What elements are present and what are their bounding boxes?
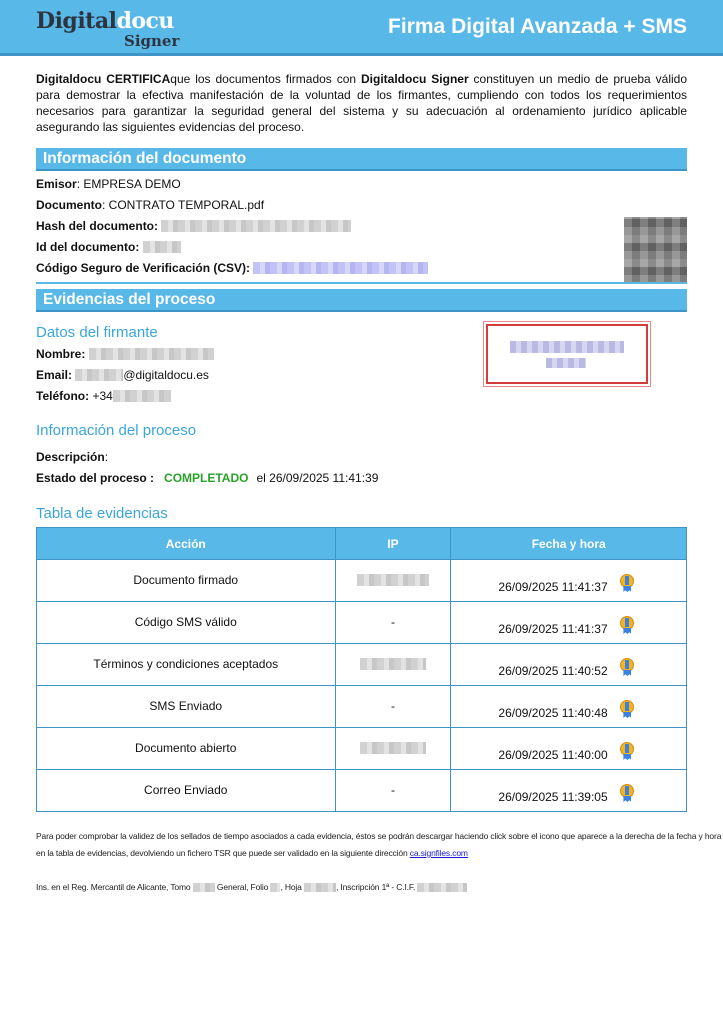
cif-redacted <box>417 883 467 892</box>
digitaldocu-signer-logo <box>36 8 196 52</box>
nombre-field <box>36 347 214 363</box>
cell-accion: SMS Enviado <box>37 686 336 728</box>
signfiles-link[interactable]: ca.signfiles.com <box>409 848 468 858</box>
telefono-label: Teléfono: <box>36 389 90 403</box>
registry-text: , Hoja <box>280 882 304 892</box>
cell-fecha <box>451 602 687 644</box>
table-row <box>37 560 687 602</box>
hash-label: Hash del documento: <box>36 219 159 233</box>
logo-text-signer: Signer <box>124 32 180 50</box>
email-domain: @digitaldocu.es <box>123 368 209 382</box>
logo-text-digital: Digital <box>36 8 117 34</box>
hoja-redacted <box>304 883 336 892</box>
table-row <box>37 644 687 686</box>
process-info-heading: Información del proceso <box>36 422 197 439</box>
nombre-label: Nombre: <box>36 347 86 361</box>
folio-redacted <box>270 883 280 892</box>
stamp-text-redacted <box>510 341 624 353</box>
cell-accion: Documento firmado <box>37 560 336 602</box>
nombre-value-redacted <box>89 348 214 360</box>
email-label: Email: <box>36 368 73 382</box>
documento-value: CONTRATO TEMPORAL.pdf <box>108 198 265 212</box>
column-header-accion: Acción <box>37 528 336 560</box>
section-evidence: Evidencias del proceso <box>36 289 687 312</box>
cell-fecha <box>451 644 687 686</box>
cell-ip: - <box>335 770 451 812</box>
note-line-2-text: en la tabla de evidencias, devolviendo un fichero TSR que puede ser validado en la siguiente dirección <box>36 848 410 858</box>
signer-data-heading: Datos del firmante <box>36 324 158 341</box>
registry-text: General, Folio <box>214 882 271 892</box>
evidence-table-heading: Tabla de evidencias <box>36 505 168 522</box>
logo-text-docu: docu <box>116 8 174 34</box>
emisor-label: Emisor <box>36 177 77 191</box>
ip-redacted <box>360 742 426 754</box>
cell-fecha <box>451 560 687 602</box>
table-row <box>37 602 687 644</box>
timestamp-seal-download-icon[interactable] <box>620 700 634 718</box>
ip-redacted <box>357 574 429 586</box>
note-line-2 <box>36 845 721 862</box>
documento-label: Documento <box>36 198 102 212</box>
note-line-1: Para poder comprobar la validez de los sellados de tiempo asociados a cada evidencia, éstos se podrán descargar haciendo click sobre el icono que aparece a la derecha de la fecha y hora <box>36 831 722 841</box>
descripcion-field: Descripción: <box>36 450 109 464</box>
cell-ip: - <box>335 686 451 728</box>
status-badge: COMPLETADO <box>164 471 249 485</box>
timestamp: 26/09/2025 11:40:00 <box>498 748 608 762</box>
section-divider <box>36 282 687 284</box>
cell-fecha <box>451 728 687 770</box>
hash-value-redacted <box>161 220 351 232</box>
column-header-ip: IP <box>335 528 451 560</box>
telefono-prefix: +34 <box>92 389 113 403</box>
cell-ip <box>335 644 451 686</box>
timestamp-seal-download-icon[interactable] <box>620 616 634 634</box>
timestamp-seal-download-icon[interactable] <box>620 742 634 760</box>
signature-stamp <box>486 324 648 384</box>
registry-text: Ins. en el Reg. Mercantil de Alicante, Tomo <box>36 882 193 892</box>
timestamp: 26/09/2025 11:41:37 <box>498 622 608 636</box>
estado-label: Estado del proceso : <box>36 471 155 485</box>
estado-date: el 26/09/2025 11:41:39 <box>256 471 379 485</box>
certification-paragraph <box>36 71 687 135</box>
table-row <box>37 728 687 770</box>
column-header-fecha: Fecha y hora <box>451 528 687 560</box>
documento-field: Documento: CONTRATO TEMPORAL.pdf <box>36 198 265 212</box>
cell-fecha <box>451 686 687 728</box>
section-document-info: Información del documento <box>36 148 687 171</box>
cell-accion: Términos y condiciones aceptados <box>37 644 336 686</box>
tomo-redacted <box>193 883 215 892</box>
id-field <box>36 240 181 256</box>
registry-text: , Inscripción 1ª - C.I.F. <box>335 882 418 892</box>
table-header-row <box>37 528 687 560</box>
email-field <box>36 368 209 384</box>
evidence-table <box>36 527 687 812</box>
cell-accion: Documento abierto <box>37 728 336 770</box>
telefono-number-redacted <box>113 390 171 402</box>
timestamp-seal-download-icon[interactable] <box>620 784 634 802</box>
page-header <box>0 0 723 56</box>
email-user-redacted <box>75 369 123 381</box>
qr-code-redacted <box>624 217 687 283</box>
csv-value-redacted[interactable] <box>253 262 428 274</box>
page-title: Firma Digital Avanzada + SMS <box>388 15 687 38</box>
id-value-redacted <box>143 241 181 253</box>
estado-field <box>36 471 378 487</box>
timestamp: 26/09/2025 11:39:05 <box>498 790 608 804</box>
timestamp: 26/09/2025 11:40:48 <box>498 706 608 720</box>
stamp-text-redacted <box>546 358 586 368</box>
table-row <box>37 686 687 728</box>
ip-redacted <box>360 658 426 670</box>
timestamp-note <box>36 828 721 862</box>
cell-fecha <box>451 770 687 812</box>
timestamp: 26/09/2025 11:41:37 <box>498 580 608 594</box>
csv-field <box>36 261 428 277</box>
table-row <box>37 770 687 812</box>
brand-signer: Digitaldocu Signer <box>361 72 469 86</box>
telefono-field <box>36 389 171 405</box>
cell-ip <box>335 560 451 602</box>
registry-info <box>36 879 467 896</box>
id-label: Id del documento: <box>36 240 140 254</box>
cell-ip <box>335 728 451 770</box>
emisor-field: Emisor: EMPRESA DEMO <box>36 177 181 191</box>
timestamp-seal-download-icon[interactable] <box>620 574 634 592</box>
intro-text: que los documentos firmados con <box>170 72 362 86</box>
timestamp-seal-download-icon[interactable] <box>620 658 634 676</box>
hash-field <box>36 219 351 235</box>
cell-accion: Código SMS válido <box>37 602 336 644</box>
cell-accion: Correo Enviado <box>37 770 336 812</box>
descripcion-label: Descripción <box>36 450 105 464</box>
brand-certifica: Digitaldocu CERTIFICA <box>36 72 171 86</box>
intro-text-cont: constituyen un medio de prueba válido para demostrar la efectiva manifestación de la voluntad de los firmantes, cumpliendo con todos los requerimientos necesarios para garantizar la seguridad general del sistema y su adecuación al ordenamiento jurídico aplicable asegurando las siguientes evidencias del proceso. <box>36 72 687 134</box>
emisor-value: EMPRESA DEMO <box>83 177 181 191</box>
cell-ip: - <box>335 602 451 644</box>
timestamp: 26/09/2025 11:40:52 <box>498 664 608 678</box>
csv-label: Código Seguro de Verificación (CSV): <box>36 261 251 275</box>
